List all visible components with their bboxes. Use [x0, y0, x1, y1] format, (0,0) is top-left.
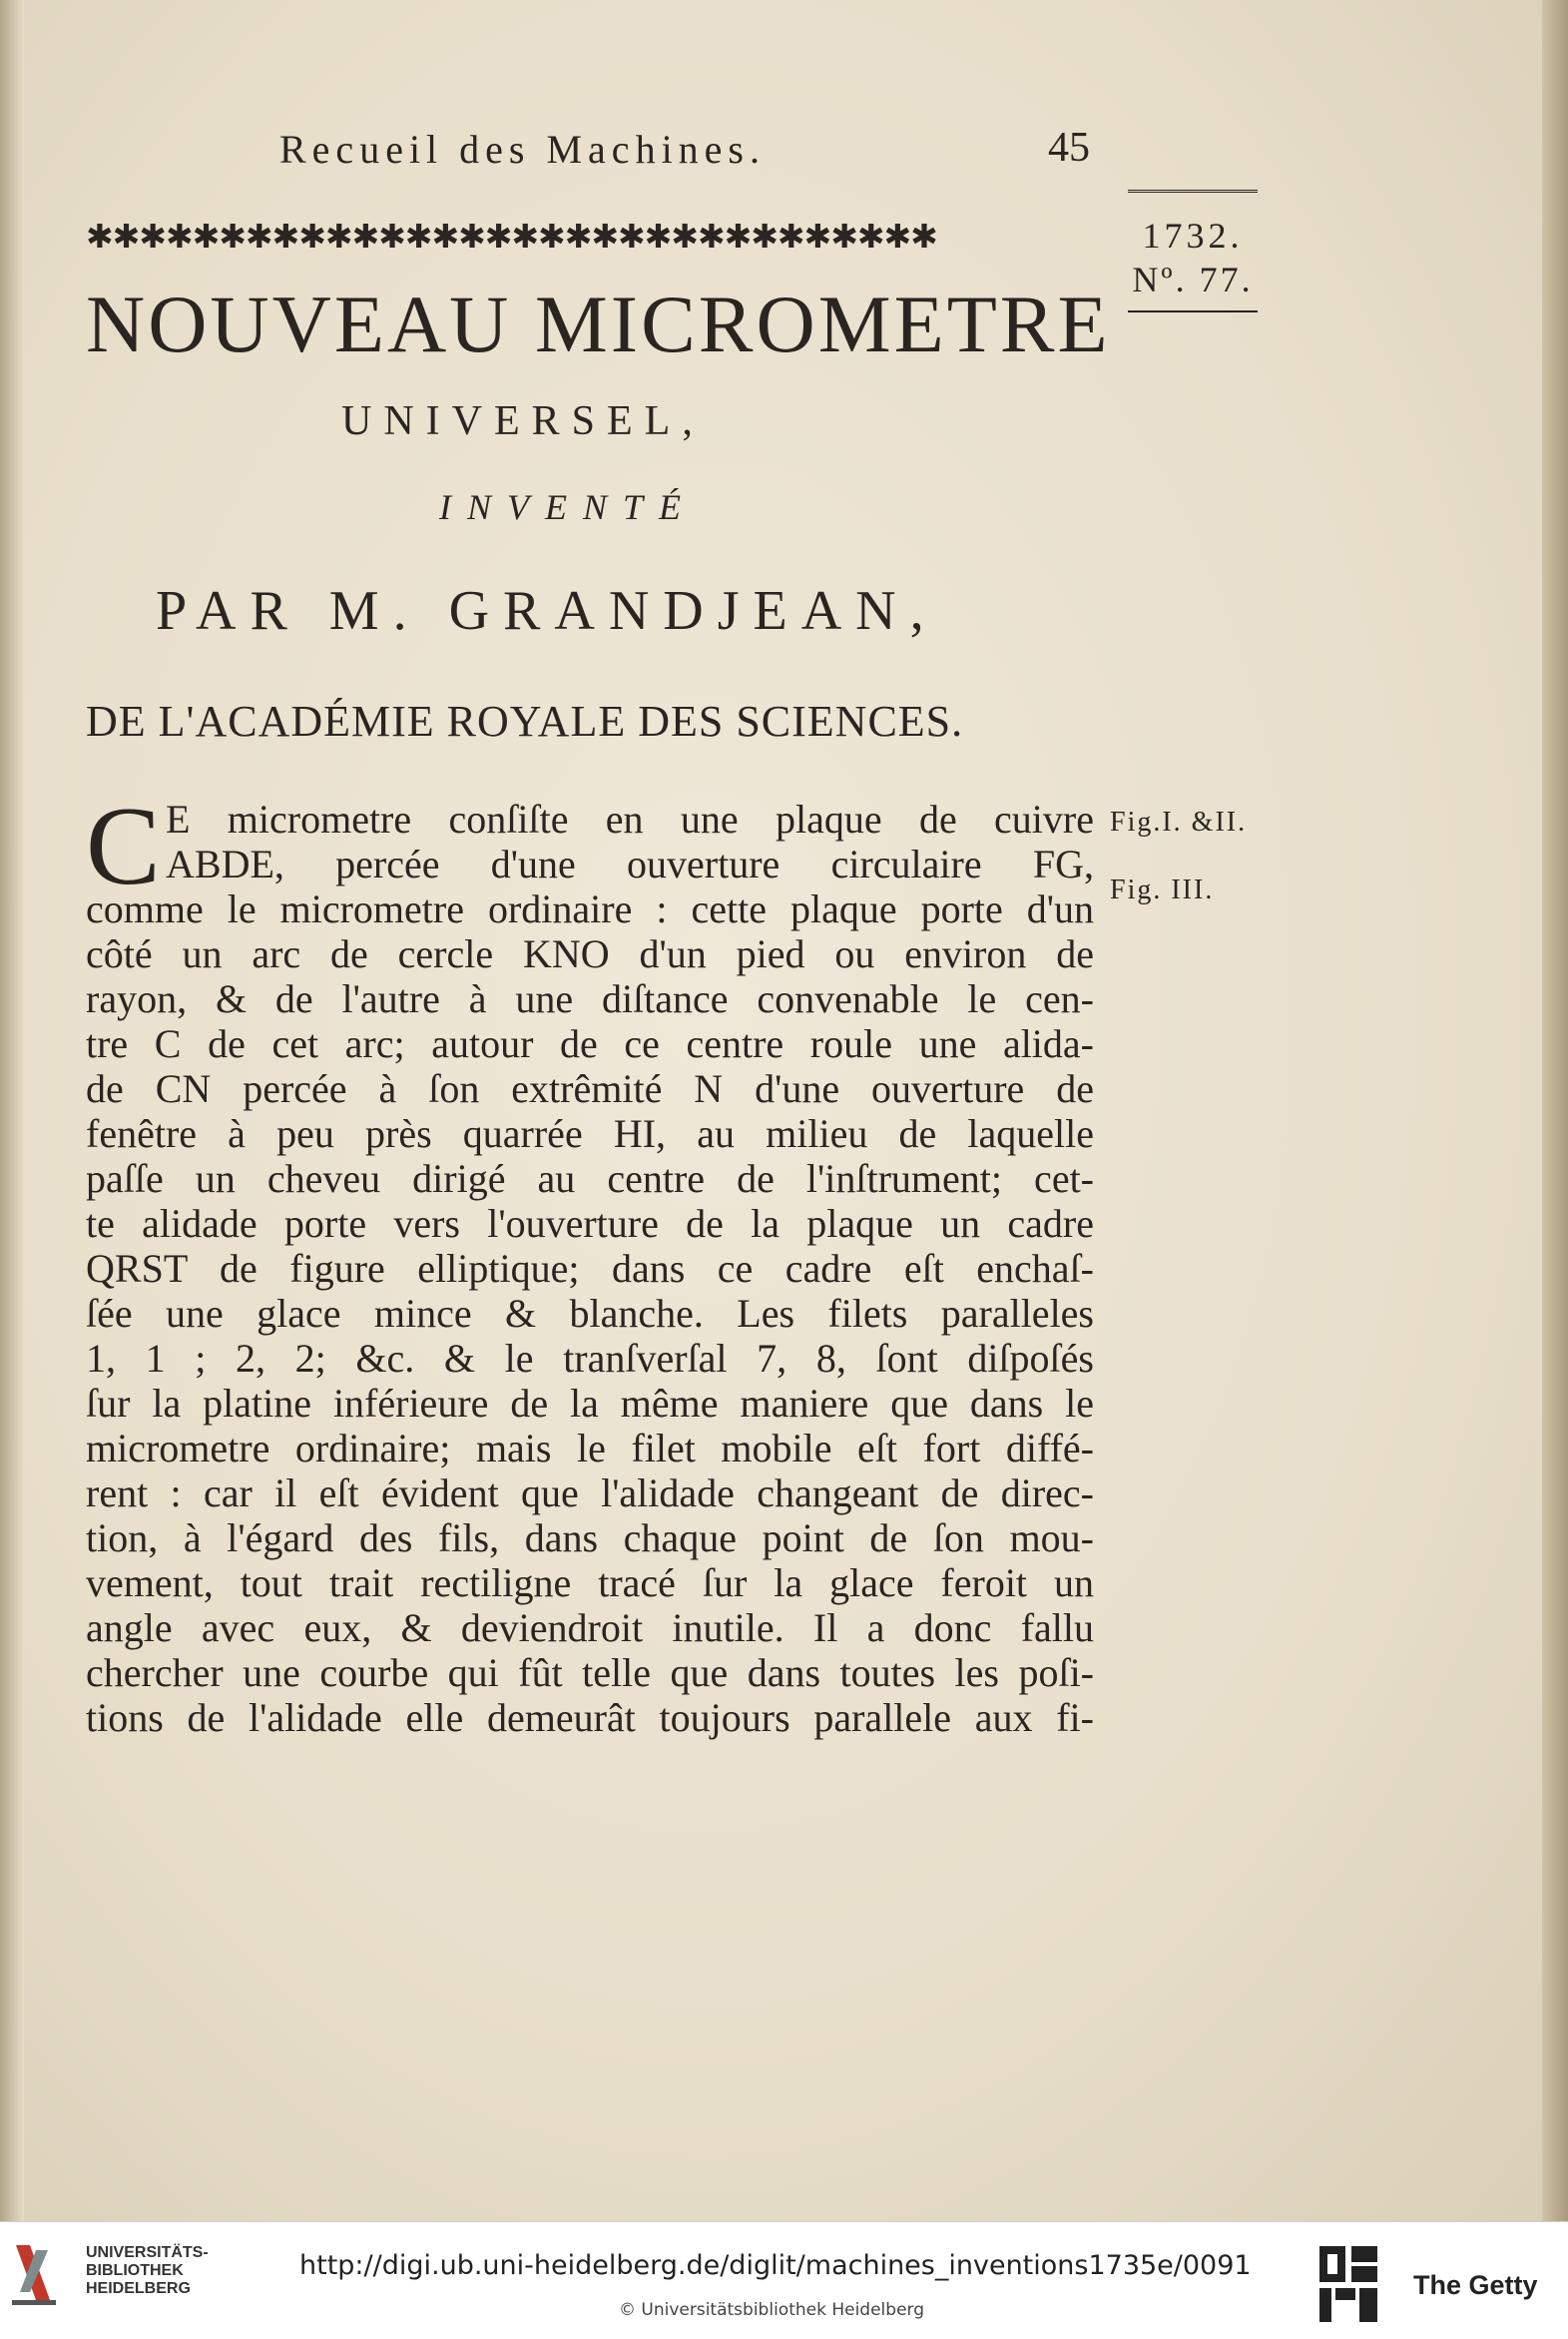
- copyright-notice: © Universitätsbibliothek Heidelberg: [619, 2300, 925, 2320]
- library-name-line: UNIVERSITÄTS-: [86, 2244, 209, 2261]
- library-name-line: HEIDELBERG: [86, 2280, 191, 2297]
- article-author: PAR M. GRANDJEAN,: [156, 580, 938, 642]
- text-line: de CN percée à ſon extrêmité N d'une ouverture de: [86, 1066, 1094, 1111]
- text-line: chercher une courbe qui fût telle que dans toutes les poſi-: [86, 1650, 1094, 1695]
- text-line: tion, à l'égard des fils, dans chaque point de ſon mou-: [86, 1515, 1094, 1560]
- article-invente: INVENTÉ: [439, 487, 698, 527]
- margin-double-rule: [1128, 190, 1258, 193]
- text-line: QRST de figure elliptique; dans ce cadre eſt enchaſ-: [86, 1246, 1094, 1291]
- ornamental-rule: ✱✱✱✱✱✱✱✱✱✱✱✱✱✱✱✱✱✱✱✱✱✱✱✱✱✱✱✱✱✱✱✱: [86, 217, 937, 256]
- text-line: rayon, & de l'autre à une diſtance convenable le cen-: [86, 976, 1094, 1021]
- page-number: 45: [1048, 125, 1090, 171]
- page-header: [279, 126, 1128, 176]
- viewer-footer: [0, 2221, 1568, 2339]
- text-line: comme le micrometre ordinaire : cette plaque porte d'un: [86, 886, 1094, 931]
- margin-number: Nº. 77.: [1132, 260, 1254, 299]
- drop-cap: C: [86, 785, 161, 908]
- margin-date-box: [1128, 190, 1258, 312]
- text-line: ſée une glace mince & blanche. Les filets paralleles: [86, 1291, 1094, 1336]
- text-line: ABDE, percée d'une ouverture circulaire FG,: [166, 842, 1094, 886]
- running-title: Recueil des Machines.: [279, 127, 766, 172]
- text-line: te alidade porte vers l'ouverture de la plaque un cadre: [86, 1201, 1094, 1246]
- text-line: paſſe un cheveu dirigé au centre de l'inſtrument; cet-: [86, 1156, 1094, 1201]
- text-line: tre C de cet arc; autour de ce centre roule une alida-: [86, 1021, 1094, 1066]
- permalink-url[interactable]: http://digi.ub.uni-heidelberg.de/diglit/machines_inventions1735e/0091: [299, 2250, 1252, 2281]
- article-title: NOUVEAU MICROMETRE: [86, 279, 1111, 369]
- text-line: ſur la platine inférieure de la même maniere que dans le: [86, 1381, 1094, 1426]
- margin-note-fig3: Fig. III.: [1110, 875, 1215, 905]
- body-text: [86, 785, 1094, 1740]
- text-line: côté un arc de cercle KNO d'un pied ou environ de: [86, 931, 1094, 976]
- text-line: rent : car il eſt évident que l'alidade changeant de direc-: [86, 1470, 1094, 1515]
- text-line: E micrometre conſiſte en une plaque de cuivre: [166, 797, 1094, 842]
- library-name: [86, 2244, 209, 2298]
- getty-logo-icon: [1315, 2244, 1381, 2324]
- getty-name: The Getty: [1413, 2270, 1538, 2300]
- text-line: 1, 1 ; 2, 2; &c. & le tranſverſal 7, 8, ſont diſpoſés: [86, 1336, 1094, 1381]
- margin-rule: [1128, 310, 1258, 312]
- text-line: angle avec eux, & deviendroit inutile. Il a donc fallu: [86, 1605, 1094, 1650]
- text-line: fenêtre à peu près quarrée HI, au milieu de laquelle: [86, 1111, 1094, 1156]
- margin-note-fig1: Fig.I. &II.: [1110, 807, 1248, 838]
- text-line: vement, tout trait rectiligne tracé ſur la glace feroit un: [86, 1560, 1094, 1605]
- article-subtitle: UNIVERSEL,: [341, 398, 705, 444]
- text-line: tions de l'alidade elle demeurât toujours parallele aux fi-: [86, 1695, 1094, 1740]
- page-left-edge: [0, 0, 24, 2221]
- university-library-logo-icon: [6, 2240, 66, 2310]
- page-spine-shadow: [1542, 0, 1568, 2221]
- margin-year: 1732.: [1142, 216, 1244, 256]
- text-line: micrometre ordinaire; mais le filet mobile eſt fort diffé-: [86, 1426, 1094, 1470]
- article-academy: DE L'ACADÉMIE ROYALE DES SCIENCES.: [86, 697, 964, 746]
- library-name-line: BIBLIOTHEK: [86, 2262, 184, 2279]
